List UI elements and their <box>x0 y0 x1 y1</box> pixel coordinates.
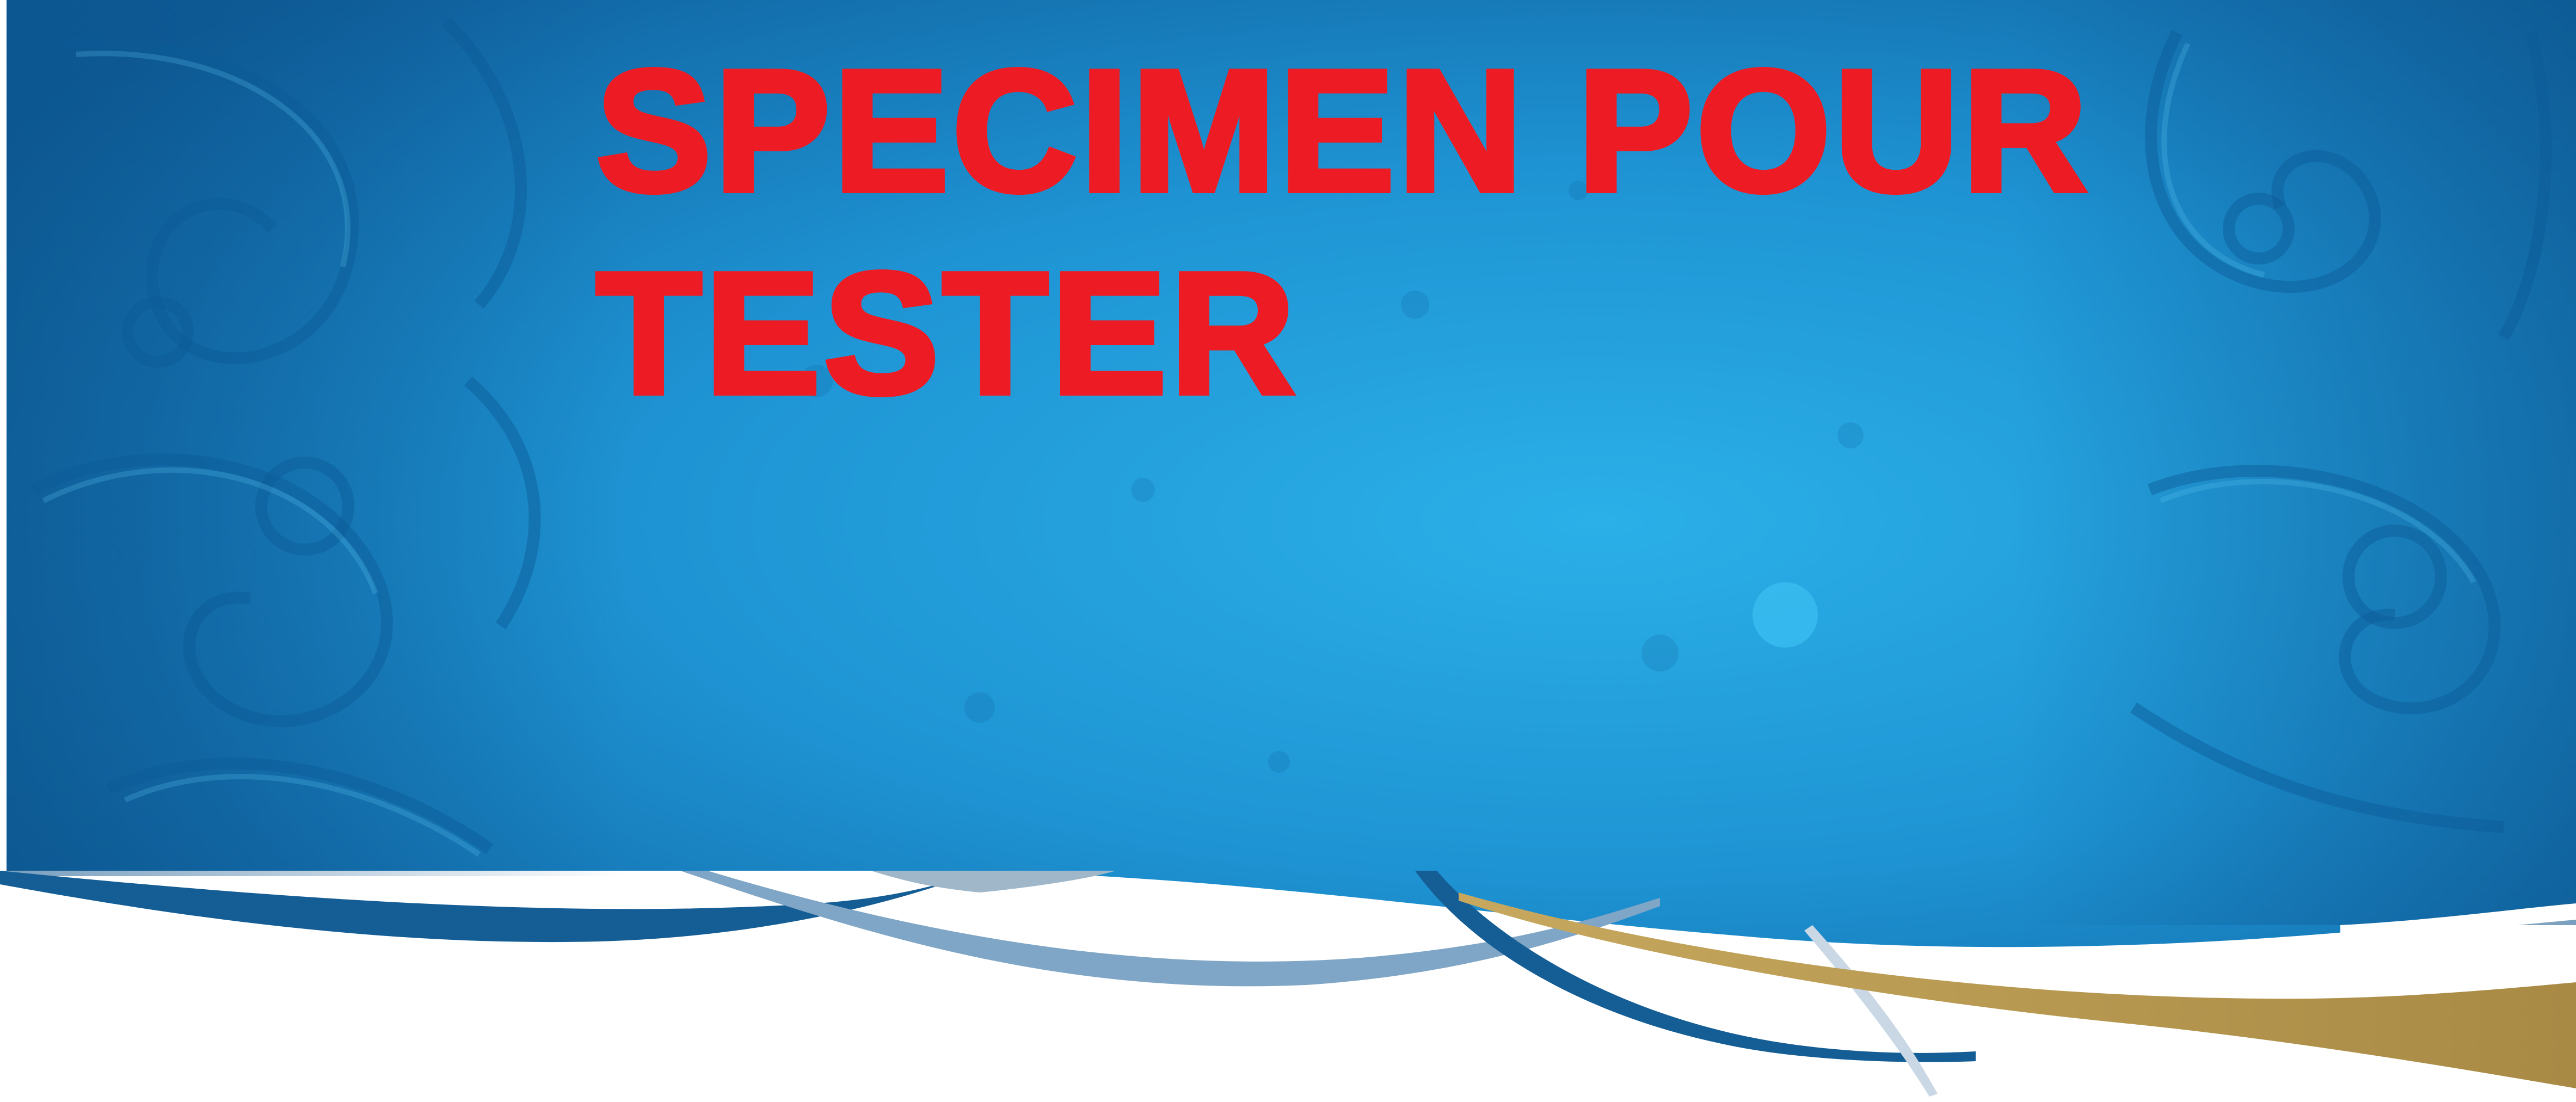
specimen-line-1: SPECIMEN POUR <box>596 34 2091 227</box>
specimen-watermark <box>596 30 2091 435</box>
light-glow <box>1753 582 1818 648</box>
specimen-line-2: TESTER <box>596 237 1299 430</box>
pale-thin-swoosh <box>1804 925 1938 1097</box>
gray-swoosh <box>871 871 1116 892</box>
left-white-edge <box>0 0 7 871</box>
